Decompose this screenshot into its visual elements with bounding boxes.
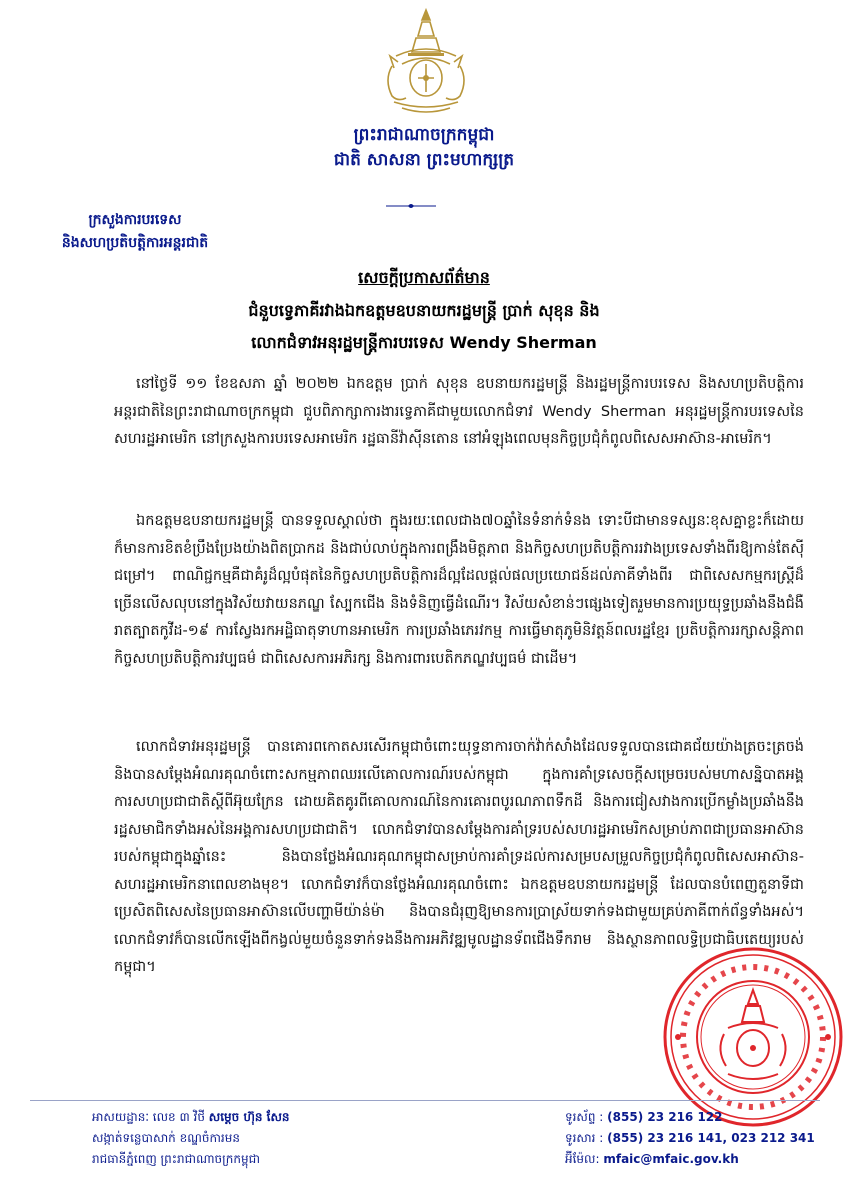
paragraph-3: លោកជំទាវអនុរដ្ឋមន្ត្រី បានគោរពកោតសរសើរកម្ពុជាចំពោះយុទ្ធនាការចាក់វ៉ាក់សាំងដែលទទួលបានជោគជ័យយ៉ាងត្រចះត្រចង់ និងបានសម្តែងអំណរគុណចំពោះសកម្មភាពឈរលើគោលការណ៍របស់កម្ពុជា ក្នុងការគាំទ្រសេចក្តីសម្រេចរបស់មហាសន្និបាតអង្គការសហប្រជាជាតិស្តីពីអ៊ុយក្រែន ដោយគិតគូរពីគោលការណ៍នៃការគោរពបូរណភាពទឹកដី និងការជៀសវាងការប្រើកម្លាំងប្រឆាំងនឹងរដ្ឋសមាជិកទាំងអស់នៃអង្គការសហប្រជាជាតិ។ លោកជំទាវបានសម្តែងការគាំទ្ររបស់សហរដ្ឋអាមេរិកសម្រាប់ភាពជាប្រធានអាស៊ានរបស់កម្ពុជាក្នុងឆ្នាំនេះ និងបានថ្លែងអំណរគុណកម្ពុជាសម្រាប់ការគាំទ្រដល់ការសម្របសម្រួលកិច្ចប្រជុំកំពូលពិសេសអាស៊ាន-សហរដ្ឋអាមេរិកនាពេលខាងមុខ។ លោកជំទាវក៏បានថ្លែងអំណរគុណចំពោះ ឯកឧត្តមឧបនាយករដ្ឋមន្ត្រី ដែលបានបំពេញតួនាទីជាប្រេសិតពិសេសនៃប្រធានអាស៊ានលើបញ្ហាមីយ៉ាន់ម៉ា និងបានជំរុញឱ្យមានការប្រាស្រ័យទាក់ទងជាមួយគ្រប់ភាគីពាក់ព័ន្ធទាំងអស់។ លោកជំទាវក៏បានលើកឡើងពីកង្វល់មួយចំនួនទាក់ទងនឹងការអភិវឌ្ឍមូលដ្ឋានទ័ពជើងទឹករាម និងស្ថានភាពលទ្ធិប្រជាធិបតេយ្យរបស់កម្ពុជា។ bbox=[114, 739, 804, 975]
paragraph-2: ឯកឧត្តមឧបនាយករដ្ឋមន្ត្រី បានទទួលស្គាល់ថា ក្នុងរយៈពេលជាង៧០ឆ្នាំនៃទំនាក់ទំនង ទោះបីជាមានទស្សនៈខុសគ្នាខ្លះក៏ដោយ ក៏មានការខិតខំប្រឹងប្រែងយ៉ាងពិតប្រាកដ និងជាប់លាប់ក្នុងការពង្រឹងមិត្តភាព និងកិច្ចសហប្រតិបត្តិការរវាងប្រទេសទាំងពីរឱ្យកាន់តែស៊ីជម្រៅ។ ពាណិជ្ជកម្មគឺជាគំរូដ៏ល្អបំផុតនៃកិច្ចសហប្រតិបត្តិការដ៏ល្អដែលផ្តល់ផលប្រយោជន៍ដល់ភាគីទាំងពីរ ជាពិសេសកម្មករស្ត្រីដ៏ច្រើនលើសលុបនៅក្នុងវិស័យវាយនភណ្ឌ ស្បែកជើង និងទំនិញធ្វើដំណើរ។ វិស័យសំខាន់ៗផ្សេងទៀតរួមមានការប្រយុទ្ធប្រឆាំងនឹងជំងឺរាតត្បាតកូវីដ-១៩ ការស្វែងរកអដ្ឋិធាតុទាហានអាមេរិក ការប្រឆាំងភេរវកម្ម ការធ្វើមាតុភូមិនិវត្តន៍ពលរដ្ឋខ្មែរ ប្រតិបត្តិការរក្សាសន្តិភាព កិច្ចសហប្រតិបត្តិការវប្បធម៌ ជាពិសេសការអភិរក្ស និងការពារបេតិកភណ្ឌវប្បធម៌ ជាដើម។ bbox=[114, 513, 804, 667]
paragraph-1: នៅថ្ងៃទី ១១ ខែឧសភា ឆ្នាំ ២០២២ ឯកឧត្តម ប្រាក់ សុខុន ឧបនាយករដ្ឋមន្ត្រី និងរដ្ឋមន្ត្រីការបរទេស និងសហប្រតិបត្តិការអន្តរជាតិនៃព្រះរាជាណាចក្រកម្ពុជា ជួបពិភាក្សាការងារទ្វេភាគីជាមួយលោកជំទាវ Wendy Sherman អនុរដ្ឋមន្ត្រីការបរទេសនៃសហរដ្ឋអាមេរិក នៅក្រសួងការបរទេសអាមេរិក រដ្ឋធានីវ៉ាស៊ីនតោន នៅអំឡុងពេលមុនកិច្ចប្រជុំកំពូលពិសេសអាស៊ាន-អាមេរិក។ bbox=[114, 376, 804, 447]
phone-value: (855) 23 216 122 bbox=[607, 1110, 723, 1124]
ministry-name-line2: និងសហប្រតិបត្តិការអន្តរជាតិ bbox=[61, 235, 209, 251]
footer-divider bbox=[30, 1100, 820, 1101]
press-release-title: សេចក្តីប្រកាសព័ត៌មាន bbox=[358, 268, 490, 287]
headline-line1: ជំនួបទ្វេភាគីរវាងឯកឧត្តមឧបនាយករដ្ឋមន្ត្រី ប្រាក់ សុខុន និង bbox=[248, 301, 600, 320]
official-seal-icon bbox=[658, 942, 848, 1132]
kingdom-title: ព្រះរាជាណាចក្រកម្ពុជា bbox=[353, 125, 495, 145]
phone-label: ទូរស័ព្ទ : bbox=[565, 1110, 604, 1124]
headline-line2: លោកជំទាវអនុរដ្ឋមន្ត្រីការបរទេស Wendy Sherman bbox=[251, 333, 597, 352]
address-street: សម្តេច ហ៊ុន សែន bbox=[208, 1110, 290, 1124]
ornament-divider-icon bbox=[386, 202, 436, 210]
footer-address bbox=[92, 1107, 290, 1170]
email-label: អ៊ីម៉ែល: bbox=[565, 1152, 600, 1166]
address-line2: សង្កាត់ទន្លេបាសាក់ ខណ្ឌចំការមន bbox=[92, 1131, 240, 1145]
royal-emblem-icon bbox=[372, 6, 480, 116]
address-line3: រាជធានីភ្នំពេញ ព្រះរាជាណាចក្រកម្ពុជា bbox=[92, 1152, 260, 1166]
email-link[interactable]: mfaic@mfaic.gov.kh bbox=[603, 1152, 739, 1166]
address-label: អាសយដ្ឋានៈ លេខ ៣ វិថី bbox=[92, 1110, 205, 1124]
fax-value: (855) 23 216 141, 023 212 341 bbox=[607, 1131, 815, 1145]
kingdom-motto: ជាតិ សាសនា ព្រះមហាក្សត្រ bbox=[333, 150, 515, 170]
ministry-name: ក្រសួងការបរទេស bbox=[88, 212, 182, 228]
fax-label: ទូរសារ : bbox=[565, 1131, 604, 1145]
footer-contact bbox=[565, 1107, 815, 1170]
